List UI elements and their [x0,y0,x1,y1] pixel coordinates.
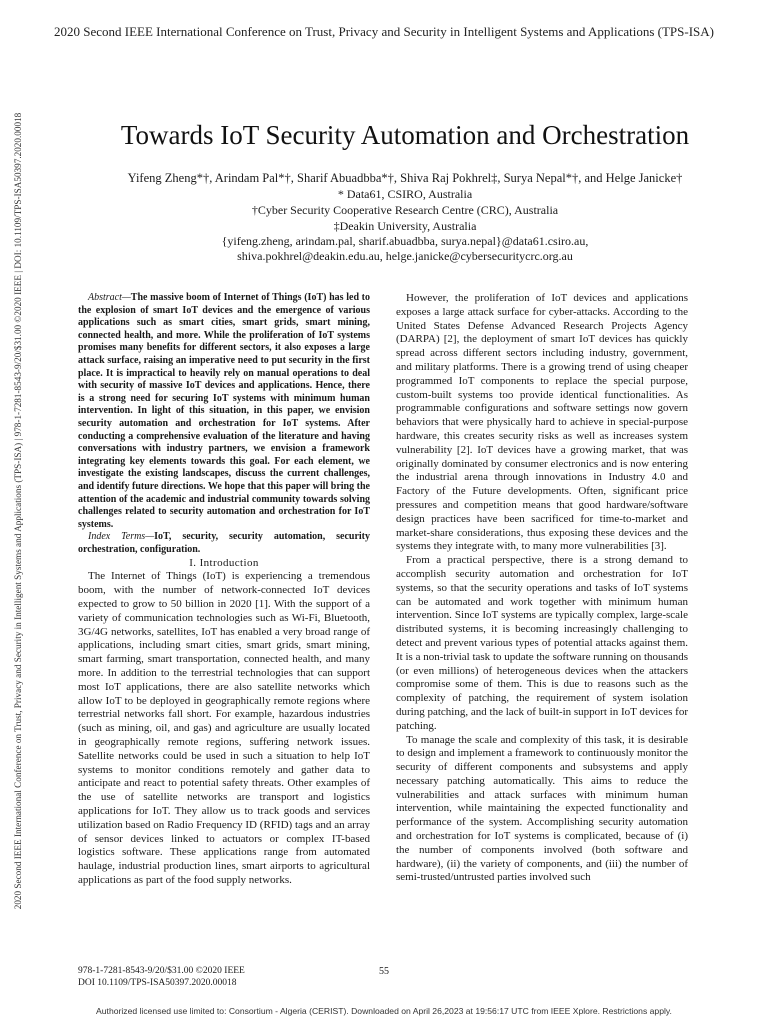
index-terms-text: IoT, security, security automation, security orchestration, configuration. [78,531,370,555]
email-line-1: {yifeng.zheng, arindam.pal, sharif.abuadbba, surya.nepal}@data61.csiro.au, [221,234,589,248]
paragraph-attack-surface: However, the proliferation of IoT devices and applications exposes a large attack surface for cyber-attacks. According to the United States Defense Advanced Research Projects Agency (DARPA) [2], the deployment of smart IoT devices has quickly spread across different sectors including industry, government, and military platforms. There is a growing trend of using cheaper programmed IoT components to replace the special purpose, custom-built systems too provide identical functionalities. As programmable configurations and software settings now govern behaviors that were physically hard to achieve in special-purpose hardware, this creates security risks as well as increases system vulnerability [2]. IoT devices have a growing market, that was originally dominated by consumer electronics and is now entering the industrial arena through innovations in Industry 4.0 and Factory of the Future developments. Often, significant price pressures and competition means that good hardware/software design practices have been sacrificed for time-to-market and market-share considerations, thus exposing these devices and the systems they integrate with, to many more vulnerabilities [3]. [396,292,688,553]
email-line-2: shiva.pokhrel@deakin.edu.au, helge.janicke@cybersecuritycrc.org.au [237,249,573,263]
section-heading-introduction: I. Introduction [189,557,259,570]
paragraph-practical-perspective: From a practical perspective, there is a strong demand to accomplish security automation and orchestration for IoT systems, so that the security operations and tasks of IoT systems can be automated and work together with minimum human intervention. Since IoT systems are typically complex, large-scale distributed systems, it is becoming increasingly challenging to detect and prevent various types of potential attacks against them. It is a non-trivial task to update the software running on thousands (or even millions) of heterogeneous devices when the attackers compromise some of them. This is due to reasons such as the complexity of patching, the requirement of system isolation during patching, and the lack of built-in support in IoT devices for patching. [396,554,688,732]
index-terms [78,531,370,556]
paper-title: Towards IoT Security Automation and Orchestration [120,120,690,150]
side-doi-strip [10,66,26,956]
right-column [396,292,688,885]
abstract-text: The massive boom of Internet of Things (IoT) has led to the explosion of smart IoT devices and the emergence of various applications such as smart cities, smart grids, smart mining, connected health, and more. While the proliferation of IoT systems promises many benefits for different sectors, it also exposes a large attack surface, raising an imperative need to put security in the first place. It is impractical to heavily rely on manual operations to deal with security of massive IoT devices and applications. Hence, there is a strong need for securing IoT systems with minimum human intervention. In light of this situation, in this paper, we envision security automation and orchestration for IoT systems. After conducting a comprehensive evaluation of the literature and having conversations with industry partners, we envision a framework integrating key elements towards this goal. For each element, we investigate the existing landscapes, discuss the current challenges, and identify future directions. We hope that this paper will bring the attention of the academic and industrial community towards solving challenges related to security automation and orchestration for IoT systems. [78,292,370,530]
left-column [78,292,370,888]
license-notice: Authorized licensed use limited to: Consortium - Algeria (CERIST). Downloaded on April 26,2023 at 19:56:17 UTC from IEEE Xplore. Restrictions apply. [96,1006,672,1016]
affiliation-crc: †Cyber Security Cooperative Research Centre (CRC), Australia [251,203,559,217]
author-list: Yifeng Zheng*†, Arindam Pal*†, Sharif Abuadbba*†, Shiva Raj Pokhrel‡, Surya Nepal*†, and Helge Janicke† [127,171,683,185]
abstract-lead: Abstract— [88,292,131,303]
side-doi-text: 2020 Second IEEE International Conference on Trust, Privacy and Security in Intelligent Systems and Applications (TPS-ISA) | 978-1-7281-8543-9/20/$31.00 ©2020 IEEE | DOI: 10.1109/TPS-ISA50397.2020.00018 [13,112,23,910]
page-number: 55 [379,966,389,977]
footer-copyright [78,966,245,989]
affiliation-deakin: ‡Deakin University, Australia [333,219,477,233]
footer-doi: DOI 10.1109/TPS-ISA50397.2020.00018 [78,977,237,988]
affiliation-data61: * Data61, CSIRO, Australia [337,187,473,201]
index-terms-lead: Index Terms— [88,531,155,543]
paragraph-manage-scale: To manage the scale and complexity of this task, it is desirable to design and implement a framework to continuously monitor the security of different components and subsystems and apply necessary patching automatically. This aims to reduce the vulnerabilities and attack surfaces with minimum human intervention, while maintaining the expected functionality and performance of the system. Accomplishing security automation and orchestration for IoT systems is complicated, because of (i) the number of components involved (both software and hardware), (ii) the variety of components, and (iii) the number of semi-trusted/untrusted parties involved such [396,733,688,884]
conference-header: 2020 Second IEEE International Conference on Trust, Privacy and Security in Intelligent Systems and Applications (TPS-ISA) [53,24,714,39]
abstract [78,292,370,531]
intro-paragraph-1: The Internet of Things (IoT) is experiencing a tremendous boom, with the number of network-connected IoT devices expected to grow to 50 billion in 2020 [1]. With the support of a variety of communication technologies such as Wi-Fi, Bluetooth, 3G/4G networks, satellites, IoT has enabled a very broad range of applications, including smart cities, smart grids, smart mining, smart farming, smart transportation, connected health, and many more. In addition to the terrestrial technologies that can support most IoT applications, there are also satellite networks which allow IoT to be deployed in geographically remote regions where terrestrial networks fall short. For example, hazardous industries (such as mining, oil, and gas) and agriculture are usually located in geographically remote regions, suffering network issues. Satellite networks could be used in such a situation to help IoT systems to monitor conditions remotely and gather data to anticipate and react to potential safety threats. Other examples of the use of satellite networks are transport and logistics applications for IoT. They allow us to track goods and services utilization based on Radio Frequency ID (RFID) tags and an array of sensor devices linked to actuators or complex IT-based logistics software. These applications range from automated haulage, industrial production lines, smart airports to agricultural applications as part of the food supply networks. [78,570,370,886]
footer-isbn: 978-1-7281-8543-9/20/$31.00 ©2020 IEEE [78,966,245,976]
